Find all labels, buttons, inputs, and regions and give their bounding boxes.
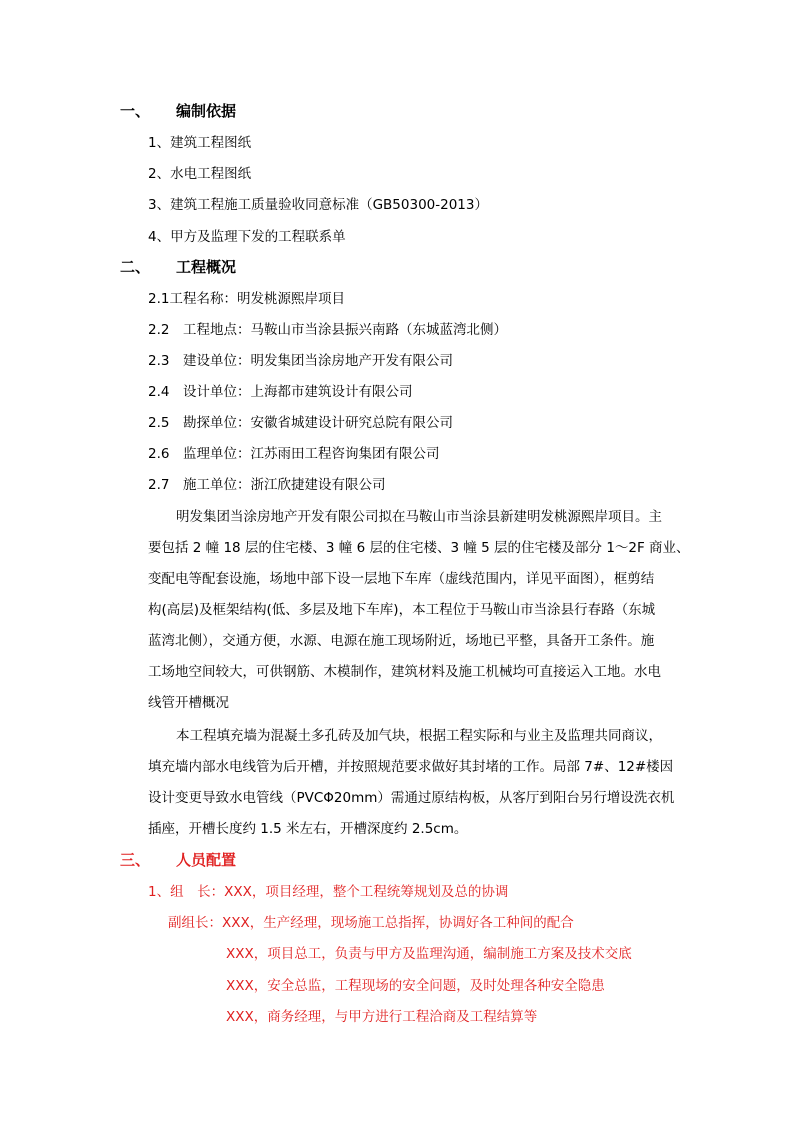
staff-item: 副组长：XXX，生产经理，现场施工总指挥，协调好各工种间的配合 [168,915,574,931]
staff-item: 1、组 长：XXX，项目经理，整个工程统筹规划及总的协调 [148,884,509,900]
list-item: 2、水电工程图纸 [148,166,252,182]
list-item: 2.1工程名称：明发桃源熙岸项目 [148,291,345,307]
paragraph-line: 蓝湾北侧），交通方便，水源、电源在施工现场附近，场地已平整，具备开工条件。施 [148,633,655,649]
section-number: 一、 [120,102,151,120]
list-item: 2.2 工程地点：马鞍山市当涂县振兴南路（东城蓝湾北侧） [148,322,507,338]
paragraph-line: 本工程填充墙为混凝土多孔砖及加气块，根据工程实际和与业主及监理共同商议， [176,728,662,744]
section-title: 编制依据 [176,102,237,120]
paragraph-line: 明发集团当涂房地产开发有限公司拟在马鞍山市当涂县新建明发桃源熙岸项目。主 [176,509,662,525]
section-number: 三、 [120,851,151,869]
list-item: 2.4 设计单位：上海都市建筑设计有限公司 [148,384,413,400]
list-item: 2.6 监理单位：江苏雨田工程咨询集团有限公司 [148,446,440,462]
list-item: 4、甲方及监理下发的工程联系单 [148,229,346,245]
paragraph-line: 变配电等配套设施，场地中部下设一层地下车库（虚线范围内，详见平面图），框剪结 [148,571,655,587]
section-title: 人员配置 [176,851,237,869]
staff-item: XXX，商务经理，与甲方进行工程洽商及工程结算等 [226,1009,538,1025]
list-item: 2.7 施工单位：浙江欣捷建设有限公司 [148,477,386,493]
paragraph-line: 线管开槽概况 [148,695,229,711]
list-item: 2.5 勘探单位：安徽省城建设计研究总院有限公司 [148,415,453,431]
staff-item: XXX，项目总工，负责与甲方及监理沟通，编制施工方案及技术交底 [226,946,632,962]
section-heading-1 [120,101,236,121]
paragraph-line: 工场地空间较大，可供钢筋、木模制作，建筑材料及施工机械均可直接运入工地。水电 [148,664,661,680]
paragraph-line: 设计变更导致水电管线（PVCΦ20mm）需通过原结构板，从客厅到阳台另行增设洗衣机 [148,790,675,806]
paragraph-line: 要包括 2 幢 18 层的住宅楼、3 幢 6 层的住宅楼、3 幢 5 层的住宅楼及部分 1～2F 商业、 [148,540,690,556]
paragraph-line: 填充墙内部水电线管为后开槽，并按照规范要求做好其封堵的工作。局部 7#、12#楼因 [148,759,674,775]
section-title: 工程概况 [176,258,237,276]
list-item: 3、建筑工程施工质量验收同意标准（GB50300-2013） [148,197,488,213]
list-item: 1、建筑工程图纸 [148,135,252,151]
staff-item: XXX，安全总监，工程现场的安全问题，及时处理各种安全隐患 [226,978,605,994]
paragraph-line: 构(高层)及框架结构(低、多层及地下车库)，本工程位于马鞍山市当涂县行春路（东城 [148,602,656,618]
section-heading-2 [120,257,236,277]
section-heading-3 [120,850,236,870]
section-number: 二、 [120,258,151,276]
paragraph-line: 插座，开槽长度约 1.5 米左右，开槽深度约 2.5cm。 [148,821,468,837]
list-item: 2.3 建设单位：明发集团当涂房地产开发有限公司 [148,353,453,369]
